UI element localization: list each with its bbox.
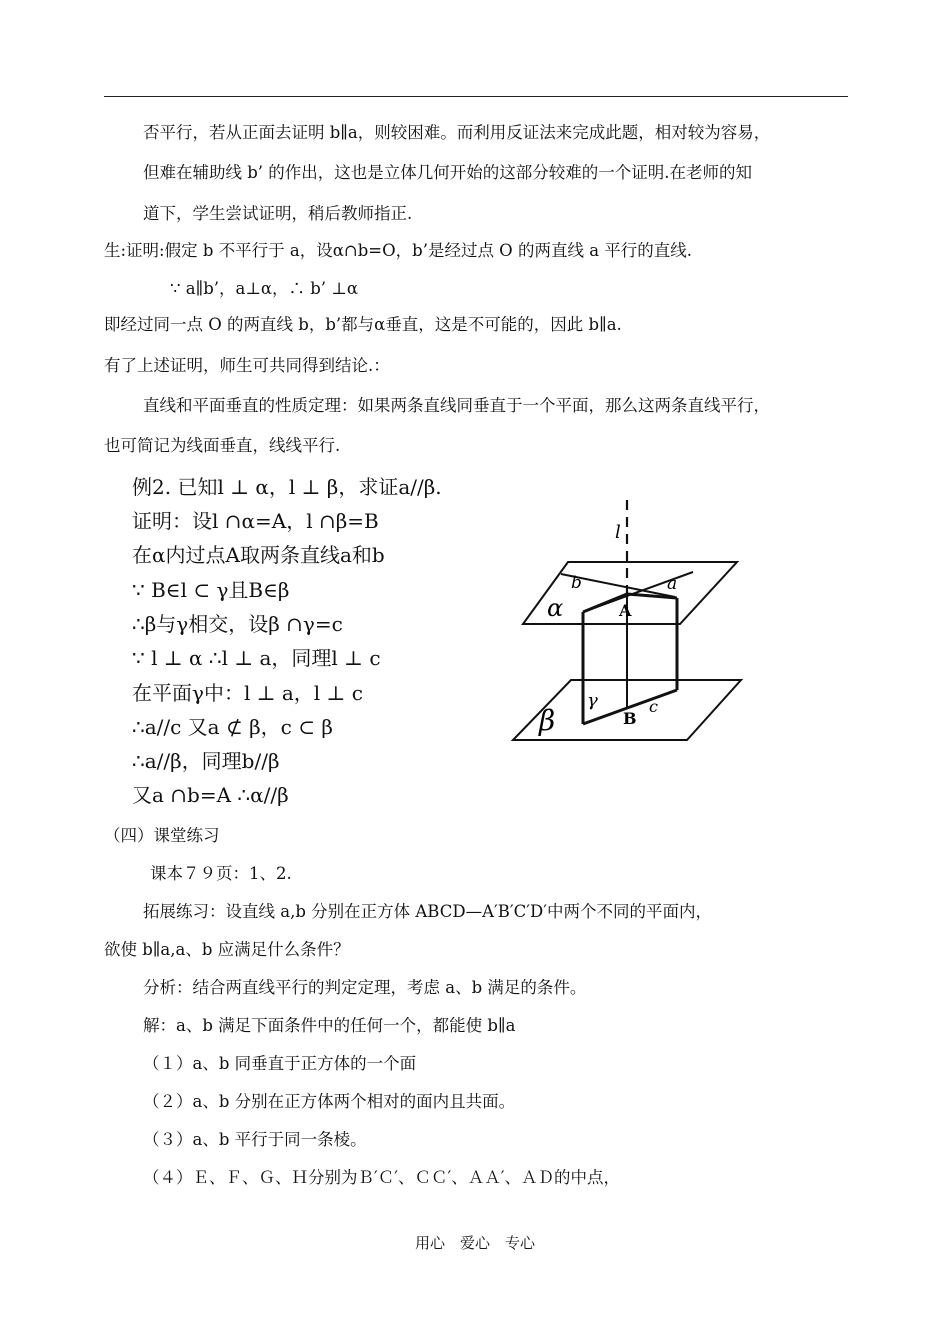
- paragraph-line: 有了上述证明，师生可共同得到结论.：: [104, 356, 390, 375]
- proof-line: ∴a//β，同理b//β: [132, 749, 280, 773]
- label-a: a: [667, 574, 678, 594]
- label-c: c: [649, 697, 658, 716]
- example-title: 例2. 已知l ⊥ α，l ⊥ β，求证a//β.: [132, 475, 442, 499]
- proof-line: 又a ∩b=A ∴α//β: [132, 783, 289, 807]
- proof-line: 在α内过点A取两条直线a和b: [132, 543, 385, 567]
- label-l: l: [615, 522, 621, 543]
- label-gamma: γ: [587, 690, 598, 711]
- exercise-line: 欲使 b∥a,a、b 应满足什么条件？: [104, 940, 350, 959]
- label-point-B: B: [623, 709, 637, 728]
- paragraph-line: 即经过同一点 O 的两直线 b，b’都与α垂直，这是不可能的，因此 b∥a.: [104, 315, 622, 334]
- proof-line: ∴β与γ相交，设β ∩γ=c: [132, 612, 343, 636]
- page-footer: 用心 爱心 专心: [414, 1234, 535, 1252]
- exercise-line: （４）Ｅ、Ｆ、Ｇ、Ｈ分别为Ｂ′Ｃ′、ＣＣ′、ＡＡ′、ＡＤ的中点，: [143, 1168, 620, 1187]
- exercise-line: 拓展练习：设直线 a,b 分别在正方体 ABCD—A′B′C′D′中两个不同的平面内，: [143, 902, 712, 921]
- paragraph-line: 否平行，若从正面去证明 b∥a，则较困难。而利用反证法来完成此题，相对较为容易，: [143, 123, 771, 142]
- gamma-top-edge-right: [627, 594, 677, 598]
- proof-line: ∵ l ⊥ α ∴l ⊥ a，同理l ⊥ c: [132, 646, 381, 670]
- exercise-line: 课本７９页：1、2.: [150, 864, 292, 883]
- paragraph-line: 但难在辅助线 b’ 的作出，这也是立体几何开始的这部分较难的一个证明.在老师的知: [143, 163, 753, 182]
- exercise-line: 解：a、b 满足下面条件中的任何一个，都能使 b∥a: [143, 1016, 516, 1035]
- proof-line: 证明：设l ∩α=A，l ∩β=B: [132, 509, 379, 533]
- header-rule: [104, 96, 848, 97]
- theorem-line: 直线和平面垂直的性质定理：如果两条直线同垂直于一个平面，那么这两条直线平行，: [143, 396, 770, 415]
- label-point-A: A: [619, 601, 632, 620]
- exercise-line: （２）a、b 分别在正方体两个相对的面内且共面。: [143, 1092, 516, 1111]
- parallel-planes-figure: [505, 492, 750, 750]
- exercise-line: （３）a、b 平行于同一条棱。: [143, 1130, 367, 1149]
- section-heading: （四）课堂练习: [104, 826, 220, 845]
- proof-line: ∴a//c 又a ⊄ β，c ⊂ β: [132, 715, 333, 739]
- exercise-line: 分析：结合两直线平行的判定定理，考虑 a、b 满足的条件。: [143, 978, 587, 997]
- label-b: b: [571, 573, 582, 593]
- exercise-line: （１）a、b 同垂直于正方体的一个面: [143, 1054, 417, 1073]
- paragraph-line: 道下，学生尝试证明，稍后教师指正.: [143, 204, 413, 223]
- theorem-line: 也可简记为线面垂直，线线平行.: [104, 436, 341, 455]
- proof-line: 在平面γ中：l ⊥ a，l ⊥ c: [132, 681, 363, 705]
- proof-line: ∵ B∈l ⊂ γ且B∈β: [132, 578, 290, 602]
- label-beta: β: [539, 704, 556, 737]
- paragraph-line: ∵ a∥b’，a⊥α，∴ b’ ⊥α: [170, 279, 358, 298]
- label-alpha: α: [547, 594, 564, 622]
- paragraph-line: 生:证明:假定 b 不平行于 a，设α∩b=O，b’是经过点 O 的两直线 a 平行的直线.: [104, 241, 693, 260]
